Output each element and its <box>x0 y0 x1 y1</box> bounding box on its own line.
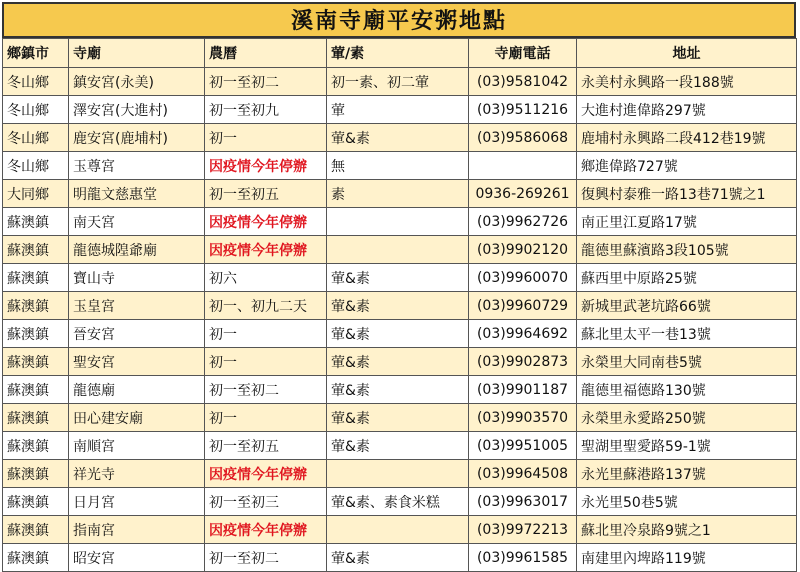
cell-town: 冬山鄉 <box>3 152 69 180</box>
table-row <box>3 488 797 516</box>
cell-temple: 南順宮 <box>69 432 205 460</box>
table-row <box>3 292 797 320</box>
cell-phone: (03)9972213 <box>469 516 577 544</box>
table-row <box>3 152 797 180</box>
cell-food-type <box>327 208 469 236</box>
table-row <box>3 236 797 264</box>
cell-food-type: 葷&素 <box>327 124 469 152</box>
cell-town: 蘇澳鎮 <box>3 432 69 460</box>
cell-address: 蘇北里冷泉路9號之1 <box>577 516 797 544</box>
cell-phone: (03)9963017 <box>469 488 577 516</box>
cell-temple: 祥光寺 <box>69 460 205 488</box>
page-title: 溪南寺廟平安粥地點 <box>2 2 796 38</box>
cell-address: 蘇西里中原路25號 <box>577 264 797 292</box>
cell-lunar-date: 因疫情今年停辦 <box>205 236 327 264</box>
table-row <box>3 432 797 460</box>
cell-food-type: 初一素、初二葷 <box>327 68 469 96</box>
cell-temple: 晉安宮 <box>69 320 205 348</box>
cell-lunar-date: 初一至初五 <box>205 432 327 460</box>
cell-temple: 指南宮 <box>69 516 205 544</box>
cell-address: 龍德里蘇濱路3段105號 <box>577 236 797 264</box>
cell-food-type: 葷&素 <box>327 348 469 376</box>
cell-food-type: 葷&素 <box>327 320 469 348</box>
cell-town: 冬山鄉 <box>3 68 69 96</box>
cell-address: 新城里武荖坑路66號 <box>577 292 797 320</box>
cell-lunar-date: 初一至初三 <box>205 488 327 516</box>
table-row <box>3 376 797 404</box>
cell-address: 龍德里福德路130號 <box>577 376 797 404</box>
cell-food-type <box>327 236 469 264</box>
cell-town: 蘇澳鎮 <box>3 348 69 376</box>
cell-phone: (03)9903570 <box>469 404 577 432</box>
cell-phone: (03)9960729 <box>469 292 577 320</box>
cell-phone: (03)9902873 <box>469 348 577 376</box>
cell-lunar-date: 初一 <box>205 124 327 152</box>
cell-address: 復興村泰雅一路13巷71號之1 <box>577 180 797 208</box>
cell-address: 鹿埔村永興路二段412巷19號 <box>577 124 797 152</box>
cell-food-type: 葷&素 <box>327 292 469 320</box>
cell-food-type: 葷&素、素食米糕 <box>327 488 469 516</box>
cell-town: 蘇澳鎮 <box>3 320 69 348</box>
cell-phone <box>469 152 577 180</box>
header-food-type: 葷/素 <box>327 39 469 68</box>
cell-lunar-date: 初一 <box>205 348 327 376</box>
table-body <box>3 68 797 572</box>
cell-town: 蘇澳鎮 <box>3 404 69 432</box>
cell-phone: (03)9581042 <box>469 68 577 96</box>
cell-food-type: 葷&素 <box>327 376 469 404</box>
cell-lunar-date: 初一至初九 <box>205 96 327 124</box>
header-lunar-date: 農曆 <box>205 39 327 68</box>
cell-town: 蘇澳鎮 <box>3 544 69 572</box>
table-row <box>3 96 797 124</box>
cell-lunar-date: 初一至初二 <box>205 68 327 96</box>
cell-phone: (03)9511216 <box>469 96 577 124</box>
cell-town: 蘇澳鎮 <box>3 236 69 264</box>
cell-food-type <box>327 516 469 544</box>
cell-temple: 明龍文慈惠堂 <box>69 180 205 208</box>
cell-lunar-date: 初一至初二 <box>205 376 327 404</box>
header-row <box>3 39 797 68</box>
cell-address: 永美村永興路一段188號 <box>577 68 797 96</box>
cell-temple: 玉尊宮 <box>69 152 205 180</box>
table-row <box>3 208 797 236</box>
cell-town: 蘇澳鎮 <box>3 376 69 404</box>
cell-food-type: 葷&素 <box>327 264 469 292</box>
cell-lunar-date: 初一至初二 <box>205 544 327 572</box>
header-temple: 寺廟 <box>69 39 205 68</box>
cell-food-type: 葷&素 <box>327 404 469 432</box>
cell-lunar-date: 初一、初九二天 <box>205 292 327 320</box>
cell-food-type <box>327 460 469 488</box>
cell-temple: 玉皇宮 <box>69 292 205 320</box>
cell-temple: 南天宮 <box>69 208 205 236</box>
cell-temple: 田心建安廟 <box>69 404 205 432</box>
cell-lunar-date: 因疫情今年停辦 <box>205 208 327 236</box>
cell-food-type: 葷&素 <box>327 432 469 460</box>
cell-temple: 日月宮 <box>69 488 205 516</box>
cell-lunar-date: 因疫情今年停辦 <box>205 516 327 544</box>
cell-phone: (03)9964508 <box>469 460 577 488</box>
cell-temple: 鎮安宮(永美) <box>69 68 205 96</box>
cell-town: 蘇澳鎮 <box>3 208 69 236</box>
header-town: 鄉鎮市 <box>3 39 69 68</box>
cell-address: 蘇北里太平一巷13號 <box>577 320 797 348</box>
cell-lunar-date: 初一至初五 <box>205 180 327 208</box>
table-row <box>3 460 797 488</box>
cell-town: 冬山鄉 <box>3 96 69 124</box>
table-row <box>3 180 797 208</box>
table-row <box>3 264 797 292</box>
cell-phone: (03)9586068 <box>469 124 577 152</box>
cell-food-type: 葷 <box>327 96 469 124</box>
cell-phone: (03)9901187 <box>469 376 577 404</box>
cell-address: 大進村進偉路297號 <box>577 96 797 124</box>
cell-lunar-date: 初一 <box>205 320 327 348</box>
cell-address: 永榮里大同南巷5號 <box>577 348 797 376</box>
table-row <box>3 544 797 572</box>
cell-temple: 龍德廟 <box>69 376 205 404</box>
cell-temple: 聖安宮 <box>69 348 205 376</box>
cell-town: 冬山鄉 <box>3 124 69 152</box>
table-row <box>3 516 797 544</box>
cell-temple: 澤安宮(大進村) <box>69 96 205 124</box>
cell-address: 南正里江夏路17號 <box>577 208 797 236</box>
header-address: 地址 <box>577 39 797 68</box>
cell-phone: (03)9962726 <box>469 208 577 236</box>
cell-phone: (03)9960070 <box>469 264 577 292</box>
cell-lunar-date: 初六 <box>205 264 327 292</box>
cell-address: 永光里50巷5號 <box>577 488 797 516</box>
cell-address: 永光里蘇港路137號 <box>577 460 797 488</box>
cell-address: 永榮里永愛路250號 <box>577 404 797 432</box>
table-row <box>3 348 797 376</box>
cell-lunar-date: 因疫情今年停辦 <box>205 460 327 488</box>
temple-table <box>2 38 797 572</box>
table-row <box>3 68 797 96</box>
cell-phone: 0936-269261 <box>469 180 577 208</box>
cell-address: 鄉進偉路727號 <box>577 152 797 180</box>
cell-phone: (03)9964692 <box>469 320 577 348</box>
cell-temple: 昭安宮 <box>69 544 205 572</box>
cell-lunar-date: 初一 <box>205 404 327 432</box>
table-row <box>3 320 797 348</box>
cell-address: 聖湖里聖愛路59-1號 <box>577 432 797 460</box>
cell-food-type: 無 <box>327 152 469 180</box>
cell-phone: (03)9961585 <box>469 544 577 572</box>
cell-address: 南建里內埤路119號 <box>577 544 797 572</box>
cell-town: 蘇澳鎮 <box>3 264 69 292</box>
header-phone: 寺廟電話 <box>469 39 577 68</box>
cell-phone: (03)9951005 <box>469 432 577 460</box>
cell-temple: 寶山寺 <box>69 264 205 292</box>
document <box>2 2 796 572</box>
cell-food-type: 葷&素 <box>327 544 469 572</box>
cell-town: 蘇澳鎮 <box>3 488 69 516</box>
cell-lunar-date: 因疫情今年停辦 <box>205 152 327 180</box>
cell-town: 蘇澳鎮 <box>3 292 69 320</box>
cell-town: 蘇澳鎮 <box>3 516 69 544</box>
cell-temple: 龍德城隍爺廟 <box>69 236 205 264</box>
cell-food-type: 素 <box>327 180 469 208</box>
cell-temple: 鹿安宮(鹿埔村) <box>69 124 205 152</box>
cell-phone: (03)9902120 <box>469 236 577 264</box>
table-row <box>3 124 797 152</box>
cell-town: 大同鄉 <box>3 180 69 208</box>
table-row <box>3 404 797 432</box>
cell-town: 蘇澳鎮 <box>3 460 69 488</box>
